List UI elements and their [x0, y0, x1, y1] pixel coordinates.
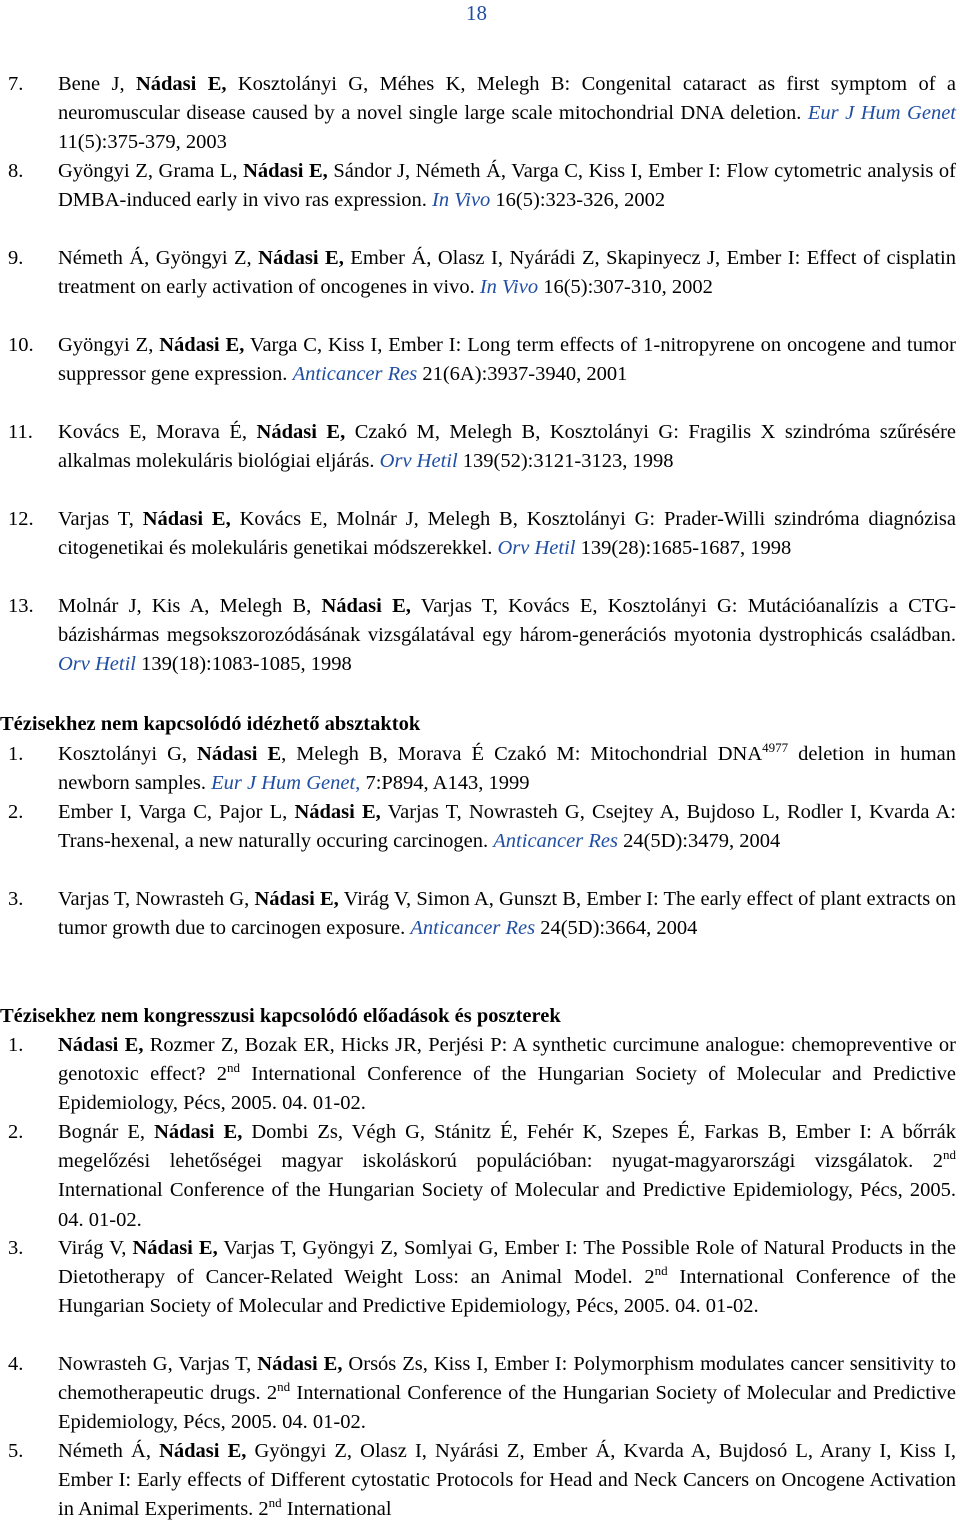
entry-text: Orsós Zs, Kiss I, Ember I: Polymorphism modulates cancer sensitivity to chemotherapeutic drugs. 2 — [58, 1353, 956, 1405]
author-name: Nádasi E, — [135, 73, 227, 95]
page-number: 18 — [466, 1, 487, 25]
entry-text: Czakó M, Melegh B, Kosztolányi G: Fragilis X szindróma szűrésére alkalmas molekuláris biológiai eljárás. — [58, 421, 957, 473]
entry-text: Nowrasteh G, Varjas T, — [58, 1353, 258, 1375]
entry-text: Sándor J, Németh Á, Varga C, Kiss I, Ember I: Flow cytometric analysis of DMBA-induced early in vivo ras expression. — [58, 160, 956, 212]
entry-text: 139(52):3121-3123, 1998 — [457, 450, 674, 473]
reference-entry — [8, 505, 956, 563]
journal-name: In Vivo — [479, 276, 539, 299]
section-heading-abstracts: Tézisekhez nem kapcsolódó idézhető absztaktok — [0, 713, 421, 735]
author-name: Nádasi E, — [58, 1034, 144, 1056]
author-name: Nádasi E, — [243, 160, 328, 182]
entry-text: Ember I, Varga C, Pajor L, — [58, 801, 295, 823]
entry-text: Bognár E, — [58, 1121, 155, 1143]
author-name: Nádasi E, — [294, 801, 381, 823]
reference-entry — [8, 798, 956, 856]
reference-entry — [8, 418, 956, 476]
entry-text: Kosztolányi G, Méhes K, Melegh B: Congenital cataract as first symptom of a neuromuscular disease caused by a novel single large scale mitochondrial DNA deletion. — [58, 73, 956, 125]
journal-name: Anticancer Res — [493, 830, 618, 853]
entry-text: Kosztolányi G, — [58, 743, 198, 765]
entry-text: Németh Á, — [58, 1440, 160, 1462]
entry-text: Varga C, Kiss I, Ember I: Long term effects of 1-nitropyrene on oncogene and tumor suppressor gene expression. — [58, 334, 956, 386]
reference-entry — [8, 157, 956, 215]
entry-number: 5. — [8, 1440, 24, 1462]
entry-text: Gyöngyi Z, Grama L, — [58, 160, 244, 182]
entry-text: 21(6A):3937-3940, 2001 — [417, 363, 628, 386]
reference-entry — [8, 1350, 956, 1438]
entry-text: Ember Á, Olasz I, Nyárádi Z, Skapinyecz J, Ember I: Effect of cisplatin treatment on early activation of oncogenes in vivo. — [58, 247, 956, 299]
entry-text: Varjas T, Kovács E, Kosztolányi G: Mutációanalízis a CTG-bázishármas megsokszorozódásának vizsgálatával egy három-generációs myotonia dystrophicás családban. — [58, 595, 956, 647]
entry-number: 8. — [8, 160, 24, 182]
entry-text: International Conference of the Hungarian Society of Molecular and Predictive Epidemiology, Pécs, 2005. 04. 01-02. — [58, 1382, 956, 1434]
author-name: Nádasi E, — [254, 888, 339, 910]
author-name: Nádasi E, — [321, 595, 411, 617]
author-name: Nádasi E, — [258, 247, 344, 269]
superscript: nd — [268, 1495, 282, 1511]
author-name: Nádasi E, — [132, 1237, 218, 1259]
superscript: nd — [277, 1379, 291, 1395]
journal-name: Eur J Hum Genet, — [211, 772, 361, 795]
journal-name: Orv Hetil — [379, 450, 458, 473]
entry-text: 11(5):375-379, 2003 — [58, 131, 227, 154]
superscript: 4977 — [762, 740, 789, 756]
author-name: Nádasi E — [197, 743, 282, 765]
entry-number: 7. — [8, 73, 24, 95]
entry-text: International Conference of the Hungarian Society of Molecular and Predictive Epidemiology, Pécs, 2005. 04. 01-02. — [58, 1266, 956, 1318]
journal-name: In Vivo — [432, 189, 491, 212]
entry-number: 2. — [8, 801, 24, 823]
entry-text: 24(5D):3479, 2004 — [617, 830, 781, 853]
author-name: Nádasi E, — [257, 1353, 343, 1375]
entry-text: Gyöngyi Z, — [58, 334, 160, 356]
journal-name: Anticancer Res — [292, 363, 418, 386]
author-name: Nádasi E, — [159, 334, 245, 356]
entry-number: 10. — [8, 334, 34, 356]
entry-text: 24(5D):3664, 2004 — [535, 917, 698, 940]
entry-number: 4. — [8, 1353, 24, 1375]
entry-number: 1. — [8, 743, 24, 765]
reference-entry — [8, 592, 956, 680]
entry-number: 13. — [8, 595, 34, 617]
author-name: Nádasi E, — [154, 1121, 243, 1143]
reference-entry — [8, 740, 956, 798]
reference-entry — [8, 244, 956, 302]
reference-entry — [8, 70, 956, 158]
author-name: Nádasi E, — [159, 1440, 247, 1462]
journal-name: Orv Hetil — [497, 537, 576, 560]
entry-number: 2. — [8, 1121, 24, 1143]
entry-text: International Conference of the Hungarian Society of Molecular and Predictive Epidemiology, Pécs, 2005. 04. 01-02. — [58, 1063, 956, 1115]
entry-text: 16(5):323-326, 2002 — [490, 189, 666, 212]
journal-name: Eur J Hum Genet — [807, 102, 956, 125]
entry-text: Rozmer Z, Bozak ER, Hicks JR, Perjési P: A synthetic curcimune analogue: chemopreventive or genotoxic effect? 2 — [58, 1034, 956, 1086]
entry-text: 139(28):1685-1687, 1998 — [575, 537, 792, 560]
entry-text: Varjas T, Nowrasteh G, Csejtey A, Bujdoso L, Rodler I, Kvarda A: Trans-hexenal, a new naturally occuring carcinogen. — [58, 801, 956, 853]
entry-number: 3. — [8, 888, 24, 910]
entry-text: Virág V, Simon A, Gunszt B, Ember I: The early effect of plant extracts on tumor growth due to carcinogen exposure. — [58, 888, 956, 940]
entry-number: 9. — [8, 247, 24, 269]
entry-text: , Melegh B, Morava É Czakó M: Mitochondrial DNA — [281, 743, 763, 765]
entry-text: 7:P894, A143, 1999 — [360, 772, 530, 795]
author-name: Nádasi E, — [256, 421, 346, 443]
entry-text: Varjas T, Gyöngyi Z, Somlyai G, Ember I: The Possible Role of Natural Products in the Dietotherapy of Cancer-Related Weight Loss: an Animal Model. 2 — [58, 1237, 956, 1289]
entry-text: Kovács E, Molnár J, Melegh B, Kosztolányi G: Prader-Willi szindróma diagnózisa citogenetikai és molekuláris genetikai módszerekkel. — [58, 508, 956, 560]
reference-entry — [8, 331, 956, 389]
reference-entry — [8, 1118, 956, 1235]
reference-entry — [8, 1437, 956, 1525]
journal-name: Orv Hetil — [58, 653, 136, 676]
entry-text: Kovács E, Morava É, — [58, 421, 257, 443]
reference-entry — [8, 1234, 956, 1322]
entry-text: Bene J, — [58, 73, 136, 95]
entry-text: deletion in human newborn samples. — [58, 743, 956, 795]
reference-entry — [8, 885, 956, 943]
journal-name: Anticancer Res — [410, 917, 536, 940]
reference-entry — [8, 1031, 956, 1119]
entry-text: Varjas T, Nowrasteh G, — [58, 888, 255, 910]
entry-text: International — [281, 1498, 392, 1521]
entry-text: Virág V, — [58, 1237, 133, 1259]
superscript: nd — [654, 1263, 668, 1279]
entry-text: 139(18):1083-1085, 1998 — [136, 653, 352, 676]
entry-number: 1. — [8, 1034, 24, 1056]
entry-number: 3. — [8, 1237, 24, 1259]
superscript: nd — [227, 1060, 240, 1076]
author-name: Nádasi E, — [142, 508, 231, 530]
entry-number: 12. — [8, 508, 34, 530]
superscript: nd — [943, 1147, 956, 1163]
entry-text: 16(5):307-310, 2002 — [538, 276, 713, 299]
entry-text: Németh Á, Gyöngyi Z, — [58, 247, 259, 269]
section-heading-presentations: Tézisekhez nem kongresszusi kapcsolódó előadások és poszterek — [0, 1005, 561, 1027]
entry-text: Gyöngyi Z, Olasz I, Nyárási Z, Ember Á, Kvarda A, Bujdosó L, Arany I, Kiss I, Ember I: Early effects of Different cytostatic Protocols for Head and Neck Cancers on Oncogene Activation in Animal Experiments. 2 — [58, 1440, 956, 1521]
entry-text: Varjas T, — [58, 508, 143, 530]
entry-number: 11. — [8, 421, 33, 443]
entry-text: International Conference of the Hungarian Society of Molecular and Predictive Epidemiology, Pécs, 2005. 04. 01-02. — [58, 1179, 956, 1231]
entry-text: Molnár J, Kis A, Melegh B, — [58, 595, 322, 617]
entry-text: Dombi Zs, Végh G, Stánitz É, Fehér K, Szepes É, Farkas B, Ember I: A bőrrák megelőzési lehetőségei magyar iskoláskorú populációban: nyugat-magyarországi vizsgálatok. 2 — [58, 1121, 956, 1173]
